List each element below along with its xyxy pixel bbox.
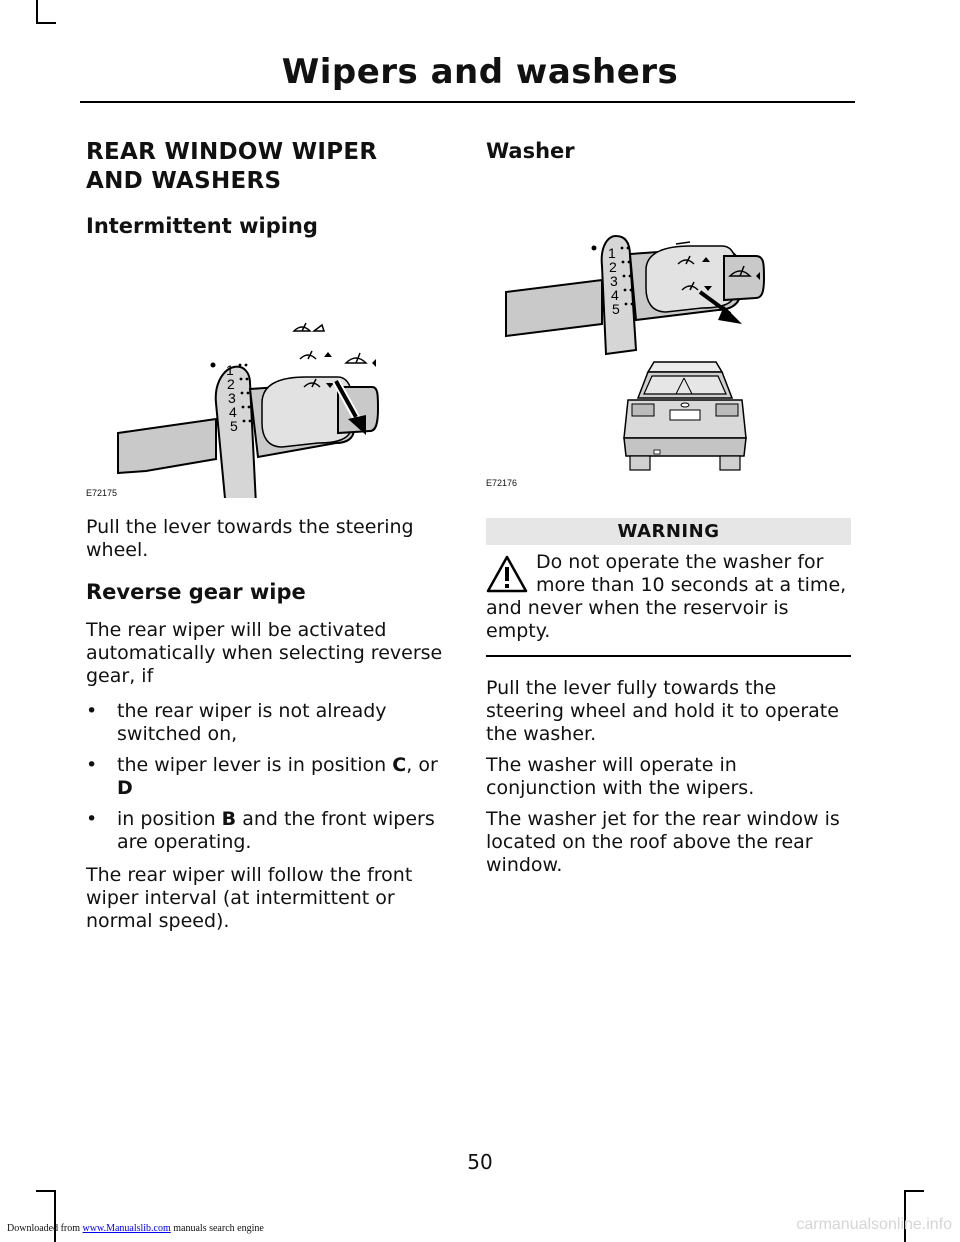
- list-item: • in position B and the front wipers are operating.: [86, 808, 451, 854]
- download-prefix: Downloaded from: [7, 1223, 83, 1234]
- lever-position-label: 2: [227, 376, 235, 392]
- car-rear-view: [624, 362, 746, 470]
- download-suffix: manuals search engine: [170, 1223, 264, 1234]
- paragraph: Pull the lever towards the steering wheel.: [86, 516, 414, 561]
- left-column: [86, 138, 451, 933]
- warning-body: [486, 551, 851, 643]
- watermark-brand: carmanualsonline.info: [796, 1216, 952, 1233]
- lever-position-label: 2: [609, 259, 617, 275]
- paragraph: The rear wiper will be activated automatically when selecting reverse gear, if: [86, 619, 443, 687]
- subheading-intermittent: Intermittent wiping: [86, 214, 318, 238]
- crop-mark-bottom-left: [54, 1190, 56, 1242]
- title-divider: [80, 101, 855, 103]
- warning-text: Do not operate the washer for more than 10 seconds at a time, and never when the reservoir is empty.: [486, 551, 847, 642]
- download-footer: [7, 1223, 264, 1234]
- warning-triangle-icon: [486, 555, 528, 593]
- figure-code: E72176: [486, 478, 518, 488]
- subheading-reverse-gear-wipe: Reverse gear wipe: [86, 580, 306, 604]
- crop-mark-top-left: [36, 22, 56, 24]
- paragraph: The washer will operate in conjunction with the wipers.: [486, 754, 755, 799]
- wiper-lever-illustration: [86, 243, 451, 498]
- paragraph: The washer jet for the rear window is located on the roof above the rear window.: [486, 808, 840, 876]
- subheading-washer: Washer: [486, 139, 575, 163]
- lever-position-label: 4: [611, 287, 619, 303]
- right-column: [486, 138, 851, 877]
- lever-position-label: 5: [230, 418, 238, 434]
- figure-code: E72175: [86, 488, 118, 498]
- lever-position-label: 1: [226, 362, 234, 378]
- lever-position-label: 3: [228, 390, 236, 406]
- warning-box: [486, 518, 851, 657]
- crop-mark-bottom-left: [36, 1190, 56, 1192]
- washer-illustration: [486, 166, 851, 488]
- page-number: 50: [467, 1150, 493, 1174]
- lever-position-label: 3: [610, 273, 618, 289]
- crop-mark-top-left: [36, 0, 38, 22]
- lever-position-label: 5: [612, 301, 620, 317]
- manualslib-link[interactable]: www.Manualslib.com: [82, 1223, 171, 1234]
- lever-position-label: 1: [608, 245, 616, 261]
- section-heading: REAR WINDOW WIPER AND WASHERS: [86, 139, 378, 194]
- paragraph: The rear wiper will follow the front wiper interval (at intermittent or normal speed).: [86, 864, 413, 932]
- figure-lever-washer: [486, 166, 851, 488]
- list-item: • the wiper lever is in position C, or D: [86, 754, 451, 800]
- lever-position-label: 4: [229, 404, 237, 420]
- figure-lever-intermittent: [86, 243, 451, 498]
- paragraph: Pull the lever fully towards the steering wheel and hold it to operate the washer.: [486, 677, 839, 745]
- crop-mark-bottom-right: [904, 1190, 924, 1192]
- list-item: • the rear wiper is not already switched on,: [86, 700, 451, 746]
- warning-label: WARNING: [486, 518, 851, 545]
- page-title: Wipers and washers: [281, 52, 679, 92]
- condition-list: [86, 700, 451, 854]
- warning-divider: [486, 655, 851, 657]
